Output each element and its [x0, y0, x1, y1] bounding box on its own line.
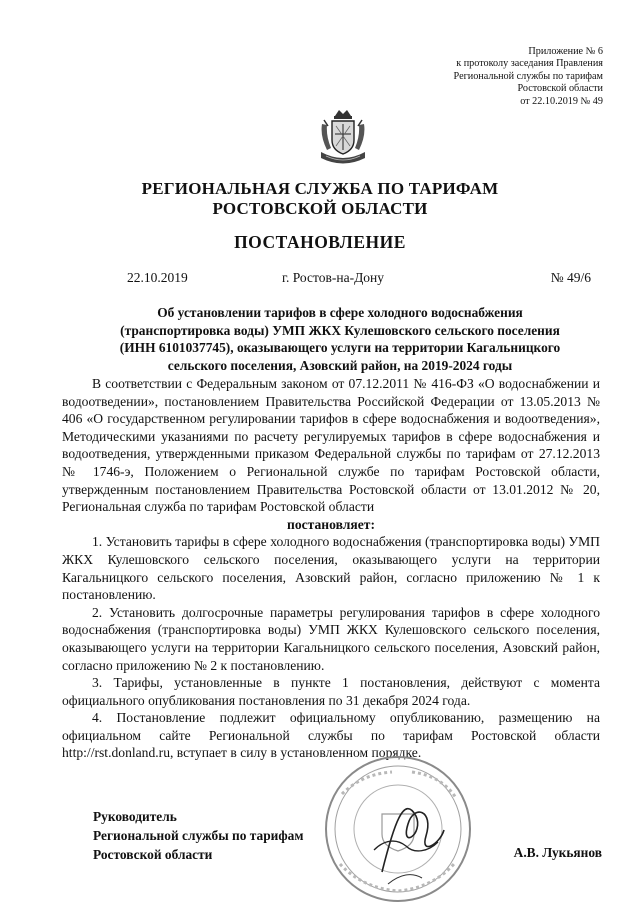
annex-line: Региональной службы по тарифам	[453, 70, 603, 82]
org-name-line1: РЕГИОНАЛЬНАЯ СЛУЖБА ПО ТАРИФАМ	[141, 179, 499, 198]
document-place: г. Ростов-на-Дону	[282, 270, 385, 285]
signer-name: А.В. Лукьянов	[513, 845, 602, 860]
coat-of-arms-icon	[318, 106, 368, 170]
signer-title	[93, 807, 303, 864]
document-type: ПОСТАНОВЛЕНИЕ	[234, 232, 406, 252]
signer-title-line: Региональной службы по тарифам	[93, 828, 304, 843]
document-date: 22.10.2019	[127, 270, 188, 285]
preamble-paragraph: В соответствии с Федеральным законом от 07.12.2011 № 416-ФЗ «О водоснабжении и водоотведении», постановлением Правительства Российской Федерации от 13.05.2013 № 406 «О государственном регулировании тарифов в сфере водоснабжения и водоотведения», Методическими указаниями по расчету регулируемых тарифов в сфере водоснабжения и водоотведения, утвержденными приказом Федеральной службы по тарифам от 27.12.2013 № 1746-э, Положением о Региональной службе по тарифам Ростовской области, утвержденным постановлением Правительства Ростовской области от 13.01.2012 № 20, Региональная служба по тарифам Ростовской области	[62, 376, 600, 515]
annex-line: к протоколу заседания Правления	[456, 58, 603, 70]
annex-line: Ростовской области	[517, 83, 603, 95]
annex-line: от 22.10.2019 № 49	[520, 95, 603, 107]
document-number: № 49/6	[550, 270, 591, 285]
resolution-item-3: 3. Тарифы, установленные в пункте 1 постановления, действуют с момента официального опубликования постановления по 31 декабря 2024 года.	[62, 675, 600, 708]
resolves-heading: постановляет:	[287, 516, 375, 532]
resolution-item-2: 2. Установить долгосрочные параметры регулирования тарифов в сфере холодного водоснабжения (транспортировка воды) УМП ЖКХ Кулешовского сельского поселения, оказывающего услуги на территории Кагальницкого сельского поселения, Азовский район, согласно приложению № 2 к постановлению.	[62, 604, 600, 673]
resolution-item-4: 4. Постановление подлежит официальному опубликованию, размещению на официальном сайте Региональной службы по тарифам Ростовской области http://rst.donland.ru, вступает в силу в установленном порядке.	[62, 710, 600, 761]
annex-block	[363, 46, 603, 108]
annex-line: Приложение № 6	[528, 46, 603, 57]
document-subject: Об установлении тарифов в сфере холодного водоснабжения (транспортировка воды) УМП ЖКХ Кулешовского сельского поселения (ИНН 6101037745), оказывающего услуги на территории Кагальницкого сельского поселения, Азовский район, на 2019-2024 годы	[119, 305, 561, 373]
resolution-item-1: 1. Установить тарифы в сфере холодного водоснабжения (транспортировка воды) УМП ЖКХ Кулешовского сельского поселения, оказывающего услуги на территории Кагальницкого сельского поселения, Азовский район, согласно приложению № 1 к постановлению.	[62, 534, 600, 603]
official-seal-icon	[322, 754, 474, 904]
signer-title-line: Ростовской области	[93, 847, 213, 862]
org-name-line2: РОСТОВСКОЙ ОБЛАСТИ	[212, 199, 428, 218]
signer-title-line: Руководитель	[93, 809, 177, 824]
document-body	[62, 375, 600, 762]
